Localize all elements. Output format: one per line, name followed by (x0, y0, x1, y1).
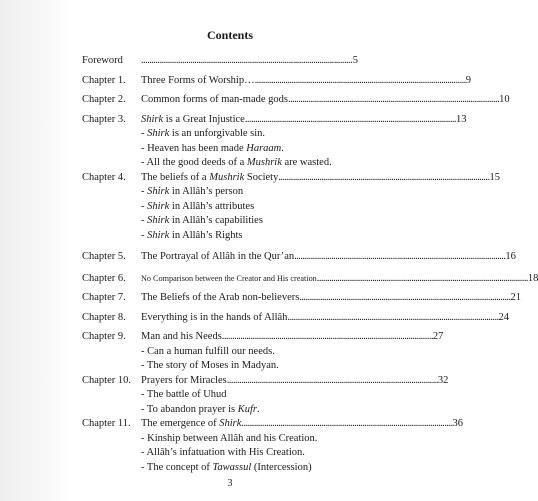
chapter-label: Chapter 4. (82, 171, 126, 183)
chapter-label: Chapter 8. (82, 311, 126, 323)
chapter-label: Chapter 5. (82, 251, 126, 262)
subtopic: - Heaven has been made Haraam. (141, 142, 284, 154)
toc-entry (82, 272, 538, 287)
chapter-label: Chapter 7. (82, 292, 126, 303)
subtopic: - The concept of Tawassul (Intercession) (141, 461, 312, 473)
chapter-title: Three Forms of Worship… (141, 74, 255, 86)
dot-leader (245, 113, 455, 128)
page-edge-shadow (0, 0, 74, 501)
table-of-contents (82, 54, 538, 475)
toc-entry (82, 374, 449, 418)
toc-entry (82, 291, 521, 306)
page-number: 3 (227, 478, 233, 489)
dot-leader (294, 250, 504, 265)
subtopic: - To abandon prayer is Kufr. (141, 403, 260, 415)
chapter-title: Prayers for Miracles (141, 374, 227, 386)
dot-leader (141, 54, 352, 69)
toc-entry (82, 113, 467, 171)
chapter-title: The Portrayal of Allâh in the Qur’an (141, 251, 295, 262)
subtopic: - Shirk in Allâh’s attributes (141, 200, 255, 212)
page-ref: 13 (455, 113, 467, 125)
chapter-title: Common forms of man-made gods (141, 94, 288, 105)
dot-leader (317, 272, 527, 287)
dot-leader (222, 330, 432, 345)
chapter-label: Chapter 6. (82, 272, 126, 284)
dot-leader (278, 171, 488, 186)
page-ref: 24 (498, 311, 510, 323)
dot-leader (288, 93, 498, 108)
page-ref: 18 (527, 272, 538, 284)
chapter-label: Chapter 2. (82, 94, 126, 105)
chapter-label: Chapter 3. (82, 113, 126, 125)
page-ref: 27 (432, 331, 444, 342)
page-ref: 16 (505, 251, 516, 262)
subtopic: - Shirk in Allâh’s person (141, 186, 244, 197)
toc-entry (82, 250, 516, 265)
page-ref: 36 (452, 418, 464, 429)
chapter-title: The Beliefs of the Arab non-believers (141, 292, 300, 303)
subtopic: - Kinship between Allâh and his Creation. (141, 432, 318, 444)
toc-entry (82, 417, 464, 475)
dot-leader (287, 311, 497, 326)
toc-entry (82, 311, 510, 326)
subtopic: - Shirk in Allâh’s capabilities (141, 215, 263, 226)
chapter-label: Foreword (82, 55, 123, 66)
toc-entry (82, 171, 500, 244)
subtopic: - Can a human fulfill our needs. (141, 345, 275, 357)
toc-entry (82, 74, 471, 89)
page-ref: 9 (465, 74, 471, 86)
chapter-label: Chapter 9. (82, 331, 126, 342)
subtopic: - Shirk is an unforgivable sin. (141, 128, 266, 139)
chapter-title: Shirk is a Great Injustice (141, 113, 245, 125)
chapter-title: The emergence of Shirk (141, 418, 242, 429)
dot-leader (299, 291, 509, 306)
toc-entry (82, 54, 358, 69)
chapter-label: Chapter 1. (82, 74, 126, 86)
chapter-title: Man and his Needs (141, 331, 222, 342)
toc-entry (82, 330, 444, 374)
page-ref: 5 (352, 55, 358, 66)
subtopic: - All the good deeds of a Mushrik are wasted. (141, 157, 332, 168)
dot-leader (227, 374, 437, 389)
chapter-title: No Comparison between the Creator and His creation (141, 273, 317, 283)
subtopic: - The battle of Uhud (141, 389, 227, 400)
chapter-title: Everything is in the hands of Allâh (141, 311, 288, 323)
page-ref: 15 (489, 171, 500, 183)
chapter-label: Chapter 11. (82, 418, 131, 429)
chapter-title: The beliefs of a Mushrik Society (141, 171, 279, 183)
chapter-label: Chapter 10. (82, 374, 131, 386)
dot-leader (241, 417, 451, 432)
subtopic: - Shirk in Allâh’s Rights (141, 229, 243, 241)
subtopic: - Allâh’s infatuation with His Creation. (141, 447, 305, 458)
page-ref: 10 (499, 94, 510, 105)
page-title: Contents (206, 28, 253, 42)
toc-entry (82, 93, 510, 108)
page-ref: 21 (510, 292, 521, 303)
subtopic: - The story of Moses in Madyan. (141, 360, 279, 371)
page-ref: 32 (437, 374, 449, 386)
dot-leader (255, 74, 465, 89)
